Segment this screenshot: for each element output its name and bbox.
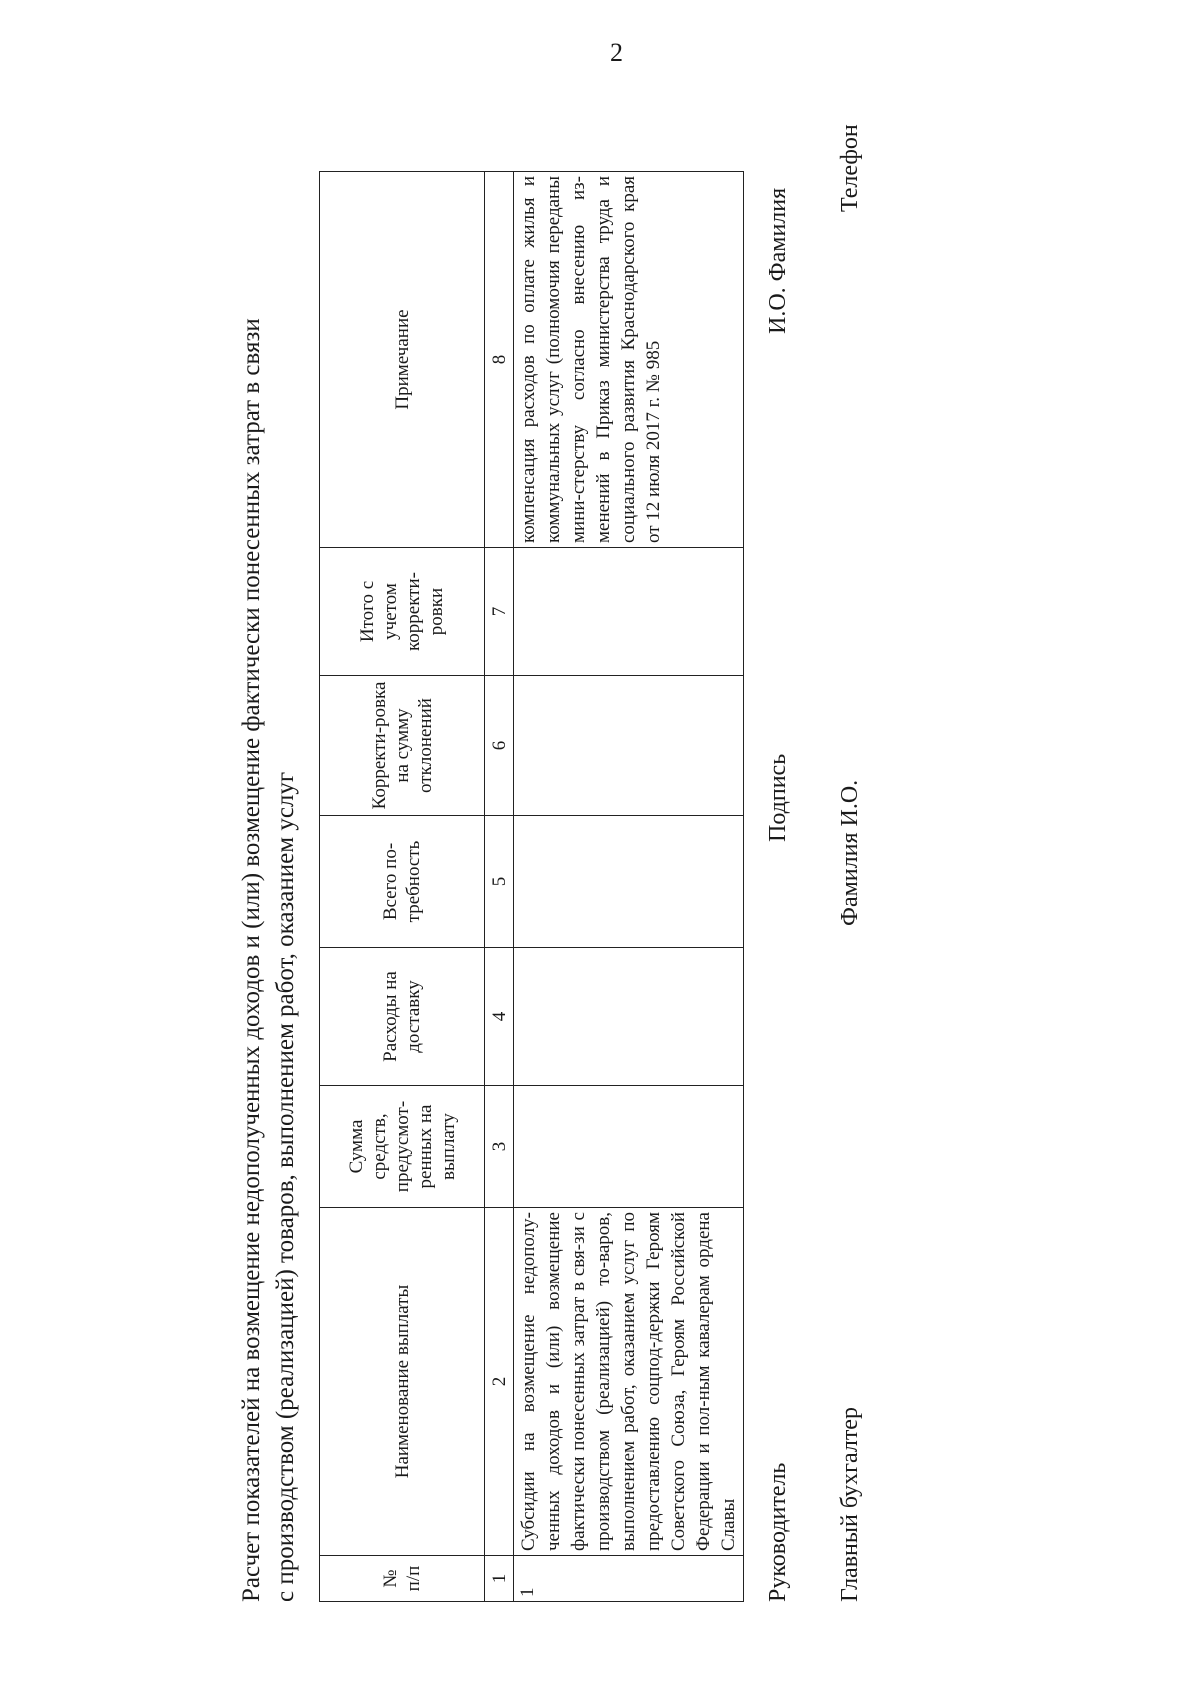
table-row	[514, 172, 744, 1602]
header-note: Примечание	[320, 172, 485, 548]
column-number: 5	[485, 816, 514, 948]
row-num: 1	[514, 1556, 744, 1602]
row-correction	[514, 676, 744, 816]
row-sum	[514, 1086, 744, 1208]
title-line-1: Расчет показателей на возмещение недополученных доходов и (или) возмещение фактически понесенных затрат в связи	[238, 318, 265, 1602]
rotated-landscape-page	[235, 82, 915, 1602]
head-name: И.О. Фамилия	[765, 187, 791, 334]
calculation-table	[319, 171, 744, 1602]
header-correction: Корректи-ровка на сумму отклонений	[320, 676, 485, 816]
page-number: 2	[610, 38, 623, 67]
row-total-corrected	[514, 548, 744, 676]
signature-label: Подпись	[765, 753, 791, 842]
header-sum: Сумма средств, предусмот-ренных на выплату	[320, 1086, 485, 1208]
header-delivery: Расходы на доставку	[320, 948, 485, 1086]
table-header-row	[320, 172, 485, 1602]
column-number: 3	[485, 1086, 514, 1208]
column-number: 8	[485, 172, 514, 548]
header-total-need: Всего по-требность	[320, 816, 485, 948]
row-note: компенсация расходов по оплате жилья и коммунальных услуг (полномочия переданы мини-стерству согласно внесению из-менений в Приказ министерства труда и социального развития Краснодарского края от 12 июля 2017 г. № 985	[514, 172, 744, 548]
row-payment-name: Субсидии на возмещение недополу-ченных доходов и (или) возмещение фактически понесенных затрат в свя-зи с производством (реализацией) то-варов, выполнением работ, оказанием услуг по предоставлению соцпод-держки Героям Советского Союза, Героям Российской Федерации и пол-ным кавалерам ордена Славы	[514, 1208, 744, 1556]
header-num: № п/п	[320, 1556, 485, 1602]
accountant-label: Главный бухгалтер	[837, 1407, 863, 1602]
header-name: Наименование выплаты	[320, 1208, 485, 1556]
phone-label: Телефон	[837, 124, 863, 212]
row-total-need	[514, 816, 744, 948]
row-delivery	[514, 948, 744, 1086]
document-title	[235, 82, 303, 1602]
column-number: 6	[485, 676, 514, 816]
title-line-2: с производством (реализацией) товаров, выполнением работ, оказанием услуг	[272, 771, 299, 1602]
head-label: Руководитель	[765, 1462, 791, 1602]
header-total-corrected: Итого с учетом корректи-ровки	[320, 548, 485, 676]
column-number: 4	[485, 948, 514, 1086]
accountant-name: Фамилия И.О.	[837, 779, 863, 926]
column-number-row	[485, 172, 514, 1602]
column-number: 2	[485, 1208, 514, 1556]
column-number: 1	[485, 1556, 514, 1602]
column-number: 7	[485, 548, 514, 676]
